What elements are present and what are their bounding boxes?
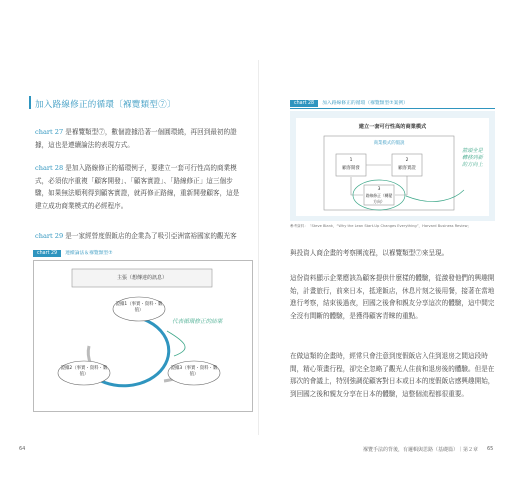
box-2-num: 2	[405, 158, 409, 163]
section-title: 加入路線修正的循環〔褓覽類型⑦〕	[35, 100, 176, 110]
paragraph-3: 在做這類的企畫時，經常只會注意到度假飯店入住到退房之間這段時間，精心策畫行程，卻完全忽略了觀光人住前和退房後的體驗。但是在那次的會議上，特別強調從顧客對日本或日本的度假飯店感興趣開始，到回國之後和親友分享在日本的體驗，這整個流程都很重要。	[290, 352, 495, 398]
cycle-diagram	[34, 261, 252, 411]
book-gutter	[258, 60, 259, 435]
node-1-label: 證據1（事實・資料・數值）	[115, 302, 163, 313]
chart-tag: chart 28	[290, 100, 318, 107]
page-number: 65	[487, 446, 494, 452]
paragraph-3	[35, 230, 245, 243]
left-page	[15, 60, 255, 452]
figure-caption	[290, 99, 408, 107]
page-number: 64	[19, 446, 26, 452]
paragraph-1: 與投資人商企畫的考察團流程，以褓覽類型⑦來呈現。	[290, 249, 449, 257]
paragraph-text: 是一家經營度假飯店的企業為了吸引亞洲富裕國家的觀光客	[65, 232, 237, 240]
chart-ref: chart 27	[35, 128, 64, 136]
right-page	[265, 60, 505, 453]
paragraph-1	[35, 126, 245, 151]
node-2-label: 證據2（事實・資料・數值）	[60, 366, 108, 377]
paragraph-2	[35, 162, 245, 212]
hand-annotation: 代表循環修正的結果	[172, 319, 223, 325]
paragraph-2: 這份資料顯示企業應該為顧客提供什麼樣的體驗，從激發他們的興趣開始，計畫旅行，前來日本，抵達飯店，休息片刻之後用餐，接著在當地進行考察，結束後過夜，回國之後會和親友分享這次的體驗，這中間完全沒有間斷的體驗，是獲得顧客青睞的重點。	[290, 274, 495, 320]
box-1-num: 1	[349, 158, 353, 163]
chart-ref: chart 28	[35, 164, 64, 172]
chart-tag: chart 29	[33, 250, 61, 257]
lean-figure	[290, 111, 495, 221]
running-footer: 褓覽手法的背後，有邏輯與思路（基礎篇）｜第２章	[363, 447, 479, 453]
figure-title: 建立一套可行性高的商業模式	[358, 124, 427, 130]
caption-text: 加入路線修正的循環（褓覽類型⑦案例）	[322, 101, 408, 106]
caption-text: 連續論法＆褓覽類型⑦	[65, 251, 113, 256]
chart-ref: chart 29	[35, 232, 64, 240]
caption-rule	[290, 108, 495, 109]
hand-annotation: 箭頭全是轉移到新的方向上	[462, 148, 483, 168]
figure-panel	[296, 118, 489, 216]
figure-source: 參考資料：「Steve Blank，“Why the Lean Start-Up Changes Everything”，Harvard Business Review」	[290, 224, 472, 228]
box-1-label: 顧客開發	[342, 166, 360, 171]
cycle-figure	[33, 260, 253, 412]
paragraph-text: 是加入路線修正的循環例子，要建立一套可行性高的商業模式，必須依序重複「顧客開發」、「顧客實證」、「路線修正」這三個步驟，如果無法順利得到顧客實證，就再修正路線，重新開發顧客，這是建立成功商業模式的必經程序。	[35, 164, 240, 210]
box-3-num: 3	[377, 187, 381, 192]
paragraph-text: 是褓覽類型⑦，數個證據沿著一個圓環繞，再回到最初的證據，這也是連續論法的表現方式。	[35, 128, 237, 149]
figure-subtitle: 商業模式的假說	[373, 141, 405, 146]
box-2-label: 顧客實證	[398, 166, 416, 171]
node-3-label: 證據3（事實・資料・數值）	[170, 366, 218, 377]
section-marker	[29, 96, 31, 109]
figure-caption	[33, 249, 113, 257]
box-3-label: 路線修正（轉變方向）	[365, 193, 393, 204]
theme-label: 主張（想傳達的訊息）	[116, 275, 167, 281]
